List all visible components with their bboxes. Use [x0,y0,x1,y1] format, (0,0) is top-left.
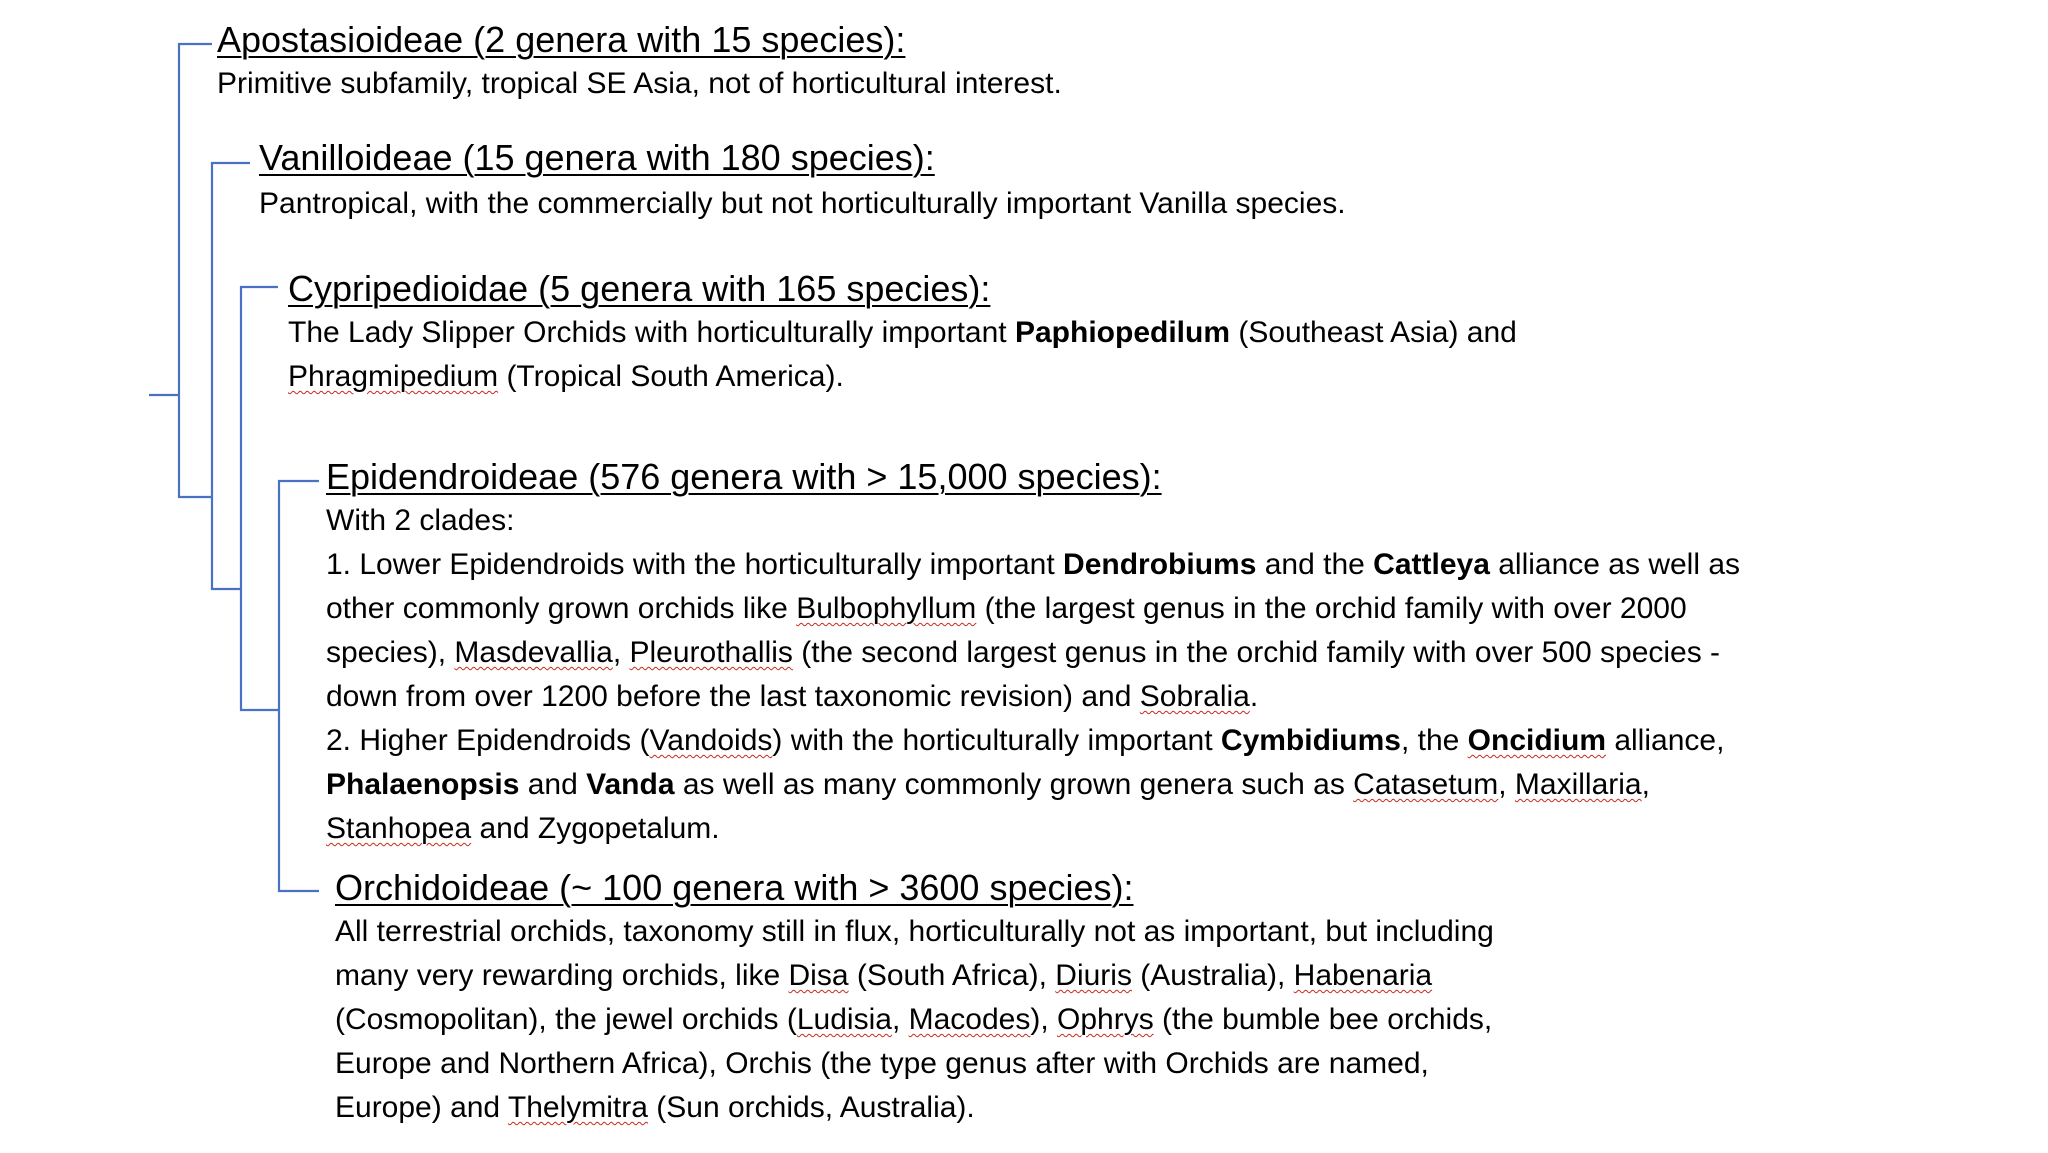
description-line [288,311,1517,355]
text-segment: ) with the horticulturally important [772,724,1221,757]
text-segment: With 2 clades: [326,504,515,537]
genus-name-bold: Paphiopedilum [1014,316,1230,349]
text-segment: other commonly grown orchids like [326,592,797,625]
subfamily-apostasioideae [217,18,1062,106]
text-segment: down from over 1200 before the last taxonomic revision) and [326,680,1140,713]
description-line [288,355,1517,399]
genus-name: Stanhopea [326,812,472,845]
genus-name: Thelymitra [507,1091,648,1124]
text-segment: many very rewarding orchids, like [335,959,789,992]
text-segment: and [519,768,587,801]
genus-name-bold: Oncidium [1467,724,1606,757]
subfamily-title: Cypripedioidae (5 genera with 165 species): [288,268,991,309]
genus-name: Disa [788,959,849,992]
description-line [326,675,1740,719]
description-line [335,910,1494,954]
genus-name: Macodes [908,1003,1031,1036]
genus-name: Catasetum [1353,768,1499,801]
text-segment: . [1249,680,1259,713]
description-line [326,807,1740,851]
genus-name: Ophrys [1057,1003,1154,1036]
text-segment: (Sun orchids, Australia). [647,1091,975,1124]
text-segment: , [1498,768,1515,801]
genus-name: Maxillaria [1514,768,1642,801]
text-segment: species), [326,636,455,669]
subfamily-title: Apostasioideae (2 genera with 15 species): [217,19,906,60]
text-segment: Europe and Northern Africa), Orchis (the type genus after with Orchids are named, [335,1047,1429,1080]
text-segment: (the second largest genus in the orchid family with over 500 species - [792,636,1721,669]
description-line [326,543,1740,587]
text-segment: alliance as well as [1489,548,1741,581]
description-line [326,499,1740,543]
description-line [326,587,1740,631]
subfamily-epidendroideae [326,455,1740,851]
text-segment: , [891,1003,909,1036]
description-line [217,62,1062,106]
genus-name-bold: Cattleya [1373,548,1490,581]
text-segment: (the bumble bee orchids, [1153,1003,1493,1036]
subfamily-description [259,182,1346,226]
text-segment: , the [1400,724,1468,757]
text-segment: 1. Lower Epidendroids with the horticulturally important [326,548,1064,581]
subfamily-description [326,499,1740,851]
genus-name: Pleurothallis [629,636,793,669]
text-segment: as well as many commonly grown genera such as [674,768,1354,801]
genus-name: Habenaria [1293,959,1433,992]
text-segment: (Australia), [1131,959,1294,992]
genus-name-bold: Phalaenopsis [326,768,520,801]
subfamily-title: Epidendroideae (576 genera with > 15,000 species): [326,456,1162,497]
text-segment: alliance, [1606,724,1725,757]
description-line [335,998,1494,1042]
genus-name-bold: Dendrobiums [1063,548,1257,581]
genus-name: Ludisia [796,1003,892,1036]
text-segment: , [612,636,630,669]
description-line [335,954,1494,998]
subfamily-title: Vanilloideae (15 genera with 180 species): [259,137,935,178]
description-line [259,182,1346,226]
genus-name: Bulbophyllum [796,592,977,625]
subfamily-cypripedioidae [288,267,1517,399]
subfamily-description [288,311,1517,399]
text-segment: 2. Higher Epidendroids ( [326,724,650,757]
text-segment: (Tropical South America). [498,360,844,393]
branch-vanilloideae [212,163,250,589]
description-line [335,1086,1494,1130]
text-segment: (Southeast Asia) and [1230,316,1517,349]
text-segment: and Zygopetalum. [471,812,720,845]
text-segment: , [1641,768,1650,801]
genus-name-bold: Cymbidiums [1220,724,1401,757]
text-segment: Primitive subfamily, tropical SE Asia, not of horticultural interest. [217,67,1062,100]
text-segment: and the [1256,548,1374,581]
text-segment: (Cosmopolitan), the jewel orchids ( [335,1003,797,1036]
text-segment: (South Africa), [848,959,1056,992]
subfamily-description [217,62,1062,106]
branch-cypripedioidae [241,287,279,710]
genus-name: Phragmipedium [288,360,499,393]
branch-epidendroideae [279,481,319,891]
description-line [335,1042,1494,1086]
text-segment: ), [1030,1003,1058,1036]
genus-name: Masdevallia [454,636,613,669]
description-line [326,763,1740,807]
subfamily-orchidoideae [335,866,1494,1130]
text-segment: Europe) and [335,1091,508,1124]
text-segment: All terrestrial orchids, taxonomy still in flux, horticulturally not as important, but including [335,915,1494,948]
subfamily-description [335,910,1494,1130]
text-segment: Pantropical, with the commercially but not horticulturally important Vanilla species. [259,187,1346,220]
genus-name: Diuris [1055,959,1132,992]
description-line [326,719,1740,763]
genus-name: Sobralia [1139,680,1250,713]
genus-name: Vandoids [649,724,773,757]
genus-name-bold: Vanda [586,768,675,801]
subfamily-title: Orchidoideae (~ 100 genera with > 3600 species): [335,867,1134,908]
text-segment: (the largest genus in the orchid family with over 2000 [976,592,1687,625]
subfamily-vanilloideae [259,136,1346,226]
description-line [326,631,1740,675]
branch-apostasioideae [179,44,212,497]
text-segment: The Lady Slipper Orchids with horticulturally important [288,316,1015,349]
